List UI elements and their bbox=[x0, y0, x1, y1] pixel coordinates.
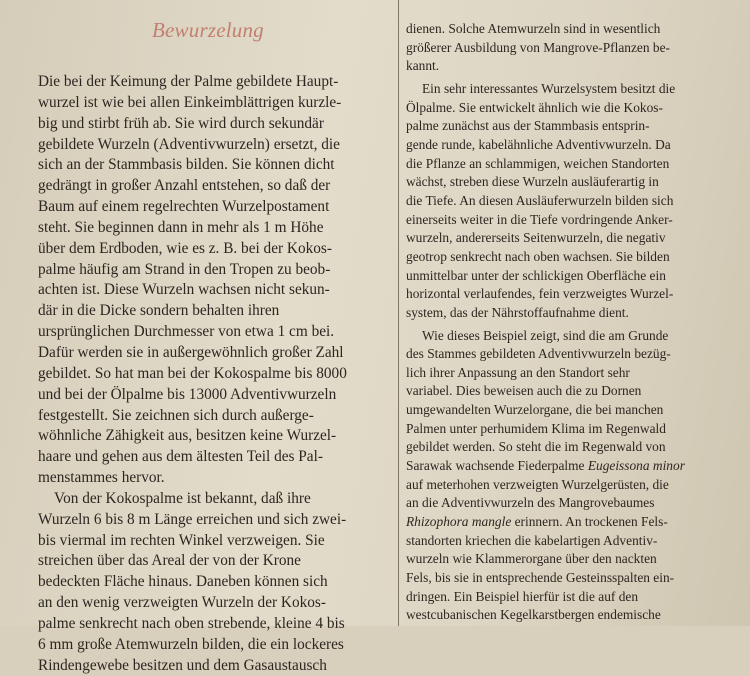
text-line: streichen über das Areal der von der Krone bbox=[38, 552, 301, 570]
text-line: Wie dieses Beispiel zeigt, sind die am Grunde bbox=[422, 327, 669, 343]
text-line: Die bei der Keimung der Palme gebildete Haupt- bbox=[38, 73, 339, 90]
text-line: Von der Kokospalme ist bekannt, daß ihre bbox=[54, 489, 311, 507]
species-name: Rhizophora mangle bbox=[406, 514, 512, 530]
text-line: Ein sehr interessantes Wurzelsystem besitzt die bbox=[422, 80, 676, 96]
text-line: achten ist. Diese Wurzeln wachsen nicht sekun- bbox=[38, 281, 330, 299]
text-line: bis viermal im rechten Winkel verzweigen. Sie bbox=[38, 531, 325, 549]
text-line: Palmen unter perhumidem Klima im Regenwald bbox=[406, 420, 666, 436]
text-line: über dem Erdboden, wie es z. B. bei der Kokos- bbox=[38, 239, 332, 257]
text-line: geotrop senkrecht nach oben wachsen. Sie bilden bbox=[406, 248, 670, 264]
text-line bbox=[406, 457, 726, 476]
text-line: dringen. Ein Beispiel hierfür ist die auf den bbox=[406, 588, 639, 604]
text-line: die Tiefe. An diesen Ausläuferwurzeln bilden sich bbox=[406, 192, 674, 208]
text-line: dienen. Solche Atemwurzeln sind in wesentlich bbox=[406, 21, 661, 36]
text-line: palme senkrecht nach oben strebende, kleine 4 bis bbox=[38, 614, 345, 632]
text-line: bedeckten Fläche hinaus. Daneben können sich bbox=[38, 573, 328, 591]
text-line: Wurzeln 6 bis 8 m Länge erreichen und sich zwei- bbox=[38, 510, 347, 528]
text-line: gende runde, kabelähnliche Adventivwurzeln. Da bbox=[406, 136, 671, 152]
text-run: erinnern. An trockenen Fels- bbox=[511, 514, 668, 530]
text-line: des Stammes gebildeten Adventivwurzeln bezüg- bbox=[406, 346, 671, 362]
text-line: wurzel ist wie bei allen Einkeimblättrigen kurzle- bbox=[38, 93, 342, 111]
text-line: unmittelbar unter der schlickigen Oberfläche ein bbox=[406, 267, 666, 283]
text-line: wurzeln wie Klammerorgane über den nackten bbox=[406, 551, 657, 567]
right-column bbox=[406, 20, 726, 625]
text-line: system, das der Nährstoffaufnahme dient. bbox=[406, 304, 629, 320]
text-line: wurzeln, andererseits Seitenwurzeln, die negativ bbox=[406, 230, 666, 246]
text-line: Baum auf einem regelrechten Wurzelpostament bbox=[38, 198, 330, 216]
text-line: big und stirbt früh ab. Sie wird durch sekundär bbox=[38, 114, 324, 132]
text-line: Fels, bis sie in entsprechende Gesteinsspalten ein- bbox=[406, 570, 675, 586]
text-line: sich an der Stammbasis bilden. Sie können dicht bbox=[38, 156, 335, 174]
text-line: haare und gehen aus dem ältesten Teil des Pal- bbox=[38, 448, 323, 466]
column-divider bbox=[398, 0, 399, 626]
text-line: Ölpalme. Sie entwickelt ähnlich wie die Kokos- bbox=[406, 99, 663, 115]
text-line: größerer Ausbildung von Mangrove-Pflanzen be- bbox=[406, 39, 671, 55]
text-line: wöhnliche Zähigkeit aus, besitzen keine Wurzel- bbox=[38, 427, 337, 445]
text-line: und bei der Ölpalme bis 13000 Adventivwurzeln bbox=[38, 385, 337, 403]
text-line: westcubanischen Kegelkarstbergen endemische bbox=[406, 607, 661, 623]
text-line: 6 mm große Atemwurzeln bilden, die ein lockeres bbox=[38, 635, 344, 653]
text-line: die Pflanze an schlammigen, weichen Standorten bbox=[406, 155, 670, 171]
species-name: Eugeissona minor bbox=[587, 458, 685, 474]
text-line: variabel. Dies beweisen auch die zu Dornen bbox=[406, 383, 642, 399]
text-line: festgestellt. Sie zeichnen sich durch außerge- bbox=[38, 406, 314, 424]
text-run: Sarawak wachsende Fiederpalme bbox=[406, 458, 588, 474]
text-line: Dafür werden sie in außergewöhnlich großer Zahl bbox=[38, 343, 344, 361]
text-line: wächst, streben diese Wurzeln ausläuferartig in bbox=[406, 174, 659, 190]
text-line: gebildete Wurzeln (Adventivwurzeln) ersetzt, die bbox=[38, 135, 340, 153]
text-line: palme häufig am Strand in den Tropen zu beob- bbox=[38, 260, 331, 278]
text-line: gedrängt in großer Anzahl entstehen, so daß der bbox=[38, 177, 331, 195]
text-line: lich ihrer Anpassung an den Standort sehr bbox=[406, 364, 630, 380]
text-line: einerseits weiter in die Tiefe vordringende Anker- bbox=[406, 211, 673, 227]
section-heading: Bewurzelung bbox=[152, 18, 264, 42]
text-line: menstammes hervor. bbox=[38, 469, 165, 487]
text-line: an die Adventivwurzeln des Mangrovebaumes bbox=[406, 495, 655, 511]
text-line: steht. Sie beginnen dann in mehr als 1 m Höhe bbox=[38, 218, 324, 236]
text-line: umgewandelten Wurzelorgane, die bei manchen bbox=[406, 402, 664, 418]
text-line: auf meterhohen verzweigten Wurzelgerüsten, die bbox=[406, 476, 669, 492]
text-line: gebildet. So hat man bei der Kokospalme bis 8000 bbox=[38, 364, 347, 382]
left-column bbox=[38, 72, 386, 676]
text-line: Rindengewebe besitzen und dem Gasaustausch bbox=[38, 656, 327, 674]
text-line: standorten kriechen die kabelartigen Adventiv- bbox=[406, 532, 658, 548]
text-line: där in die Dicke sondern behalten ihren bbox=[38, 302, 280, 320]
text-line: gebildet werden. So steht die im Regenwald von bbox=[406, 439, 666, 455]
text-line: horizontal verlaufendes, fein verzweigtes Wurzel- bbox=[406, 286, 674, 302]
text-line: palme zunächst aus der Stammbasis entsprin- bbox=[406, 118, 650, 134]
text-line: an den wenig verzweigten Wurzeln der Kokos- bbox=[38, 594, 326, 612]
text-line: kannt. bbox=[406, 58, 440, 74]
text-line: ursprünglichen Durchmesser von etwa 1 cm bei. bbox=[38, 323, 335, 341]
text-line bbox=[406, 513, 726, 532]
